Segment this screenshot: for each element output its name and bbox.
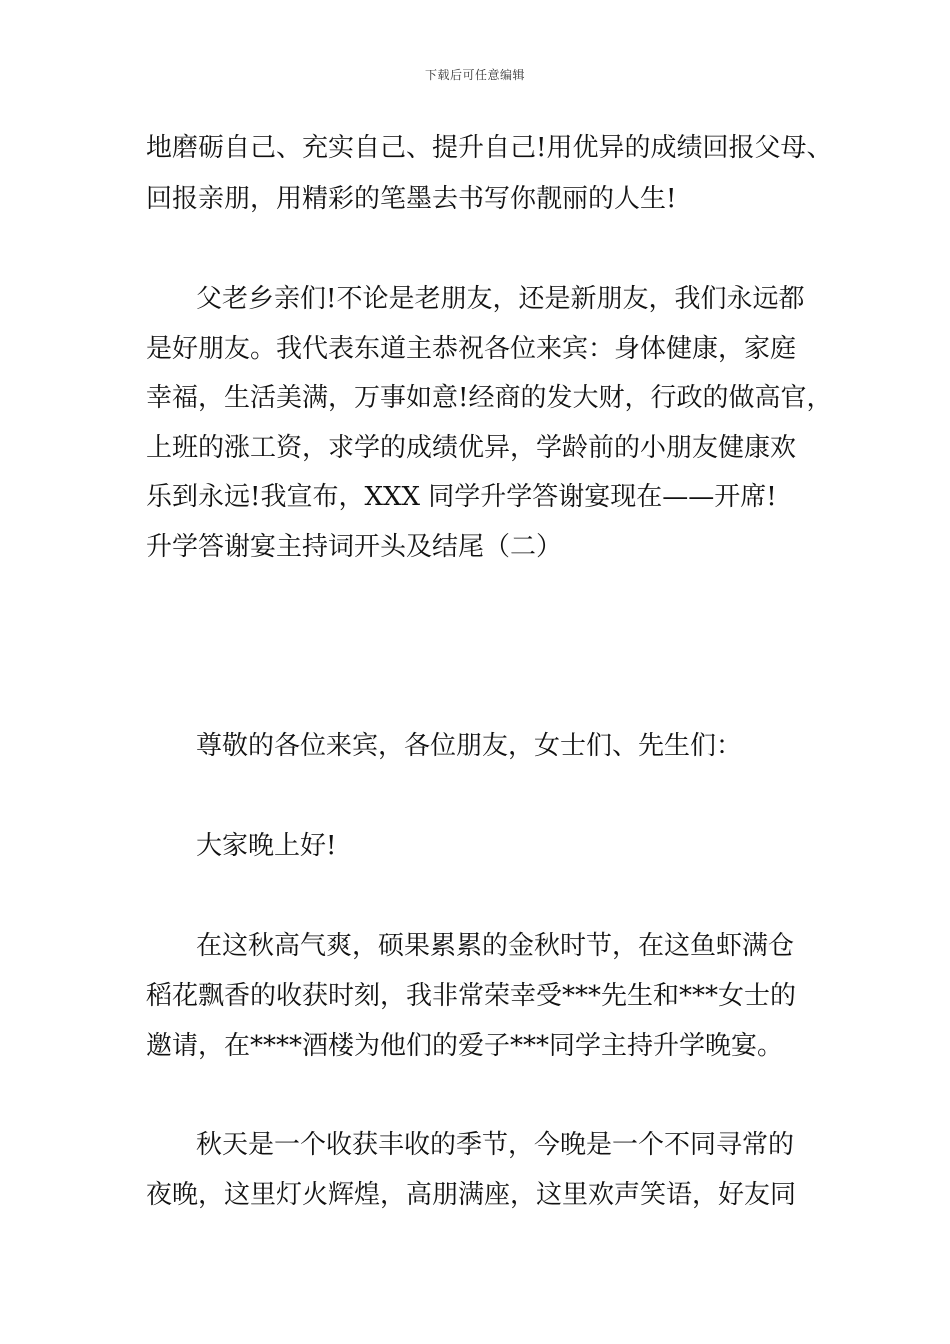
text-line: 在这秋高气爽，硕果累累的金秋时节，在这鱼虾满仓 bbox=[196, 931, 795, 961]
text-line: 夜晚，这里灯火辉煌，高朋满座，这里欢声笑语，好友同 bbox=[146, 1180, 797, 1210]
text-line: 上班的涨工资，求学的成绩优异，学龄前的小朋友健康欢 bbox=[146, 433, 797, 463]
text-line: 尊敬的各位来宾，各位朋友，女士们、先生们： bbox=[196, 731, 743, 761]
page-header: 下载后可任意编辑 bbox=[424, 68, 525, 82]
text-line: 乐到永远!我宣布，XXX 同学升学答谢宴现在——开席! bbox=[146, 482, 777, 512]
text-line: 邀请，在****酒楼为他们的爱子***同学主持升学晚宴。 bbox=[146, 1031, 784, 1061]
text-line: 幸福，生活美满，万事如意!经商的发大财，行政的做高官， bbox=[146, 383, 833, 413]
text-line: 父老乡亲们!不论是老朋友，还是新朋友，我们永远都 bbox=[196, 284, 805, 314]
section-title: 升学答谢宴主持词开头及结尾（二） bbox=[146, 532, 563, 562]
text-line: 大家晚上好! bbox=[196, 831, 337, 861]
text-line: 秋天是一个收获丰收的季节，今晚是一个不同寻常的 bbox=[196, 1130, 795, 1160]
text-line: 地磨砺自己、充实自己、提升自己!用优异的成绩回报父母、 bbox=[146, 133, 833, 163]
text-line: 是好朋友。我代表东道主恭祝各位来宾：身体健康，家庭 bbox=[146, 334, 797, 364]
text-line: 稻花飘香的收获时刻，我非常荣幸受***先生和***女士的 bbox=[146, 981, 797, 1011]
text-line: 回报亲朋，用精彩的笔墨去书写你靓丽的人生! bbox=[146, 184, 677, 214]
